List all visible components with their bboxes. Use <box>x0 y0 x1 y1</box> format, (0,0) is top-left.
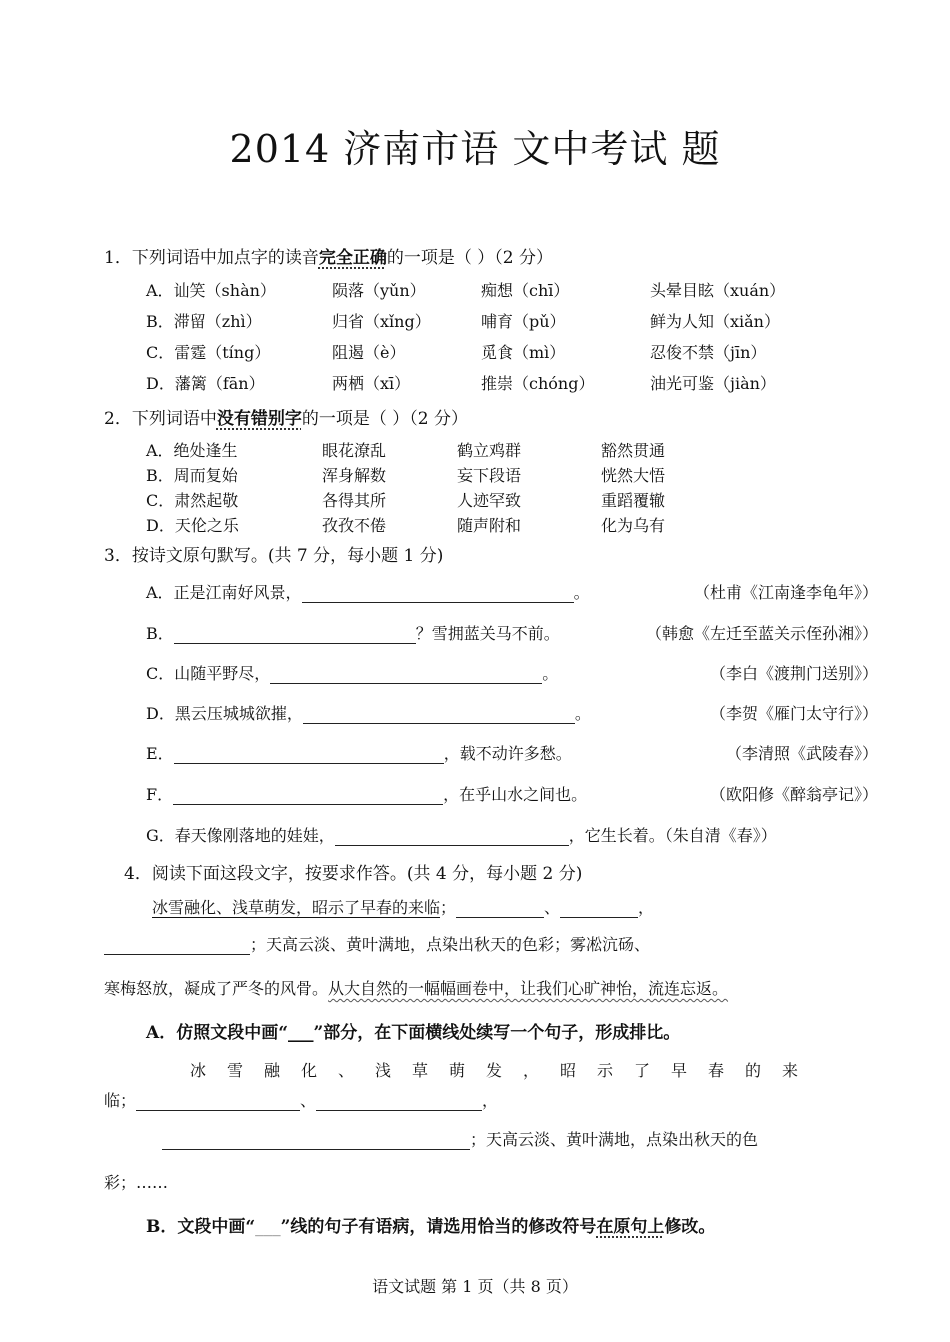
q2-stem <box>104 404 468 429</box>
answer-blank[interactable] <box>316 1092 482 1111</box>
answer-blank[interactable] <box>136 1092 300 1111</box>
answer-blank[interactable] <box>104 936 250 955</box>
q4-answer-sep: 、 <box>300 1091 317 1110</box>
q3-item-b-tail: ？雪拥蓝关马不前。 <box>415 624 560 643</box>
q4-passage-underlined: 冰雪融化、浅草萌发，昭示了早春的来临 <box>152 898 441 917</box>
q3-item-a <box>146 580 590 603</box>
q4-sub-b-text: ”线的句子有语病，请选用恰当的修改符号 <box>280 1217 597 1237</box>
q4-answer-a-line1: 冰雪融化、浅草萌发，昭示了早春的来 <box>190 1061 820 1080</box>
q3-item-d-text: D．黑云压城城欲摧， <box>146 704 303 723</box>
q4-sub-b-text: B．文段中画“ <box>146 1217 256 1237</box>
q1-stem-text: 1．下列词语中加点字的读音 <box>104 248 319 268</box>
q2-option-c-4: 重蹈覆辙 <box>601 491 666 510</box>
q2-stem-tail: 的一项是（ ）（2 分） <box>301 409 468 429</box>
q3-item-e-text: E． <box>146 744 174 763</box>
q2-option-a-2: 眼花潦乱 <box>322 441 387 460</box>
q3-item-f-tail: ，在乎山水之间也。 <box>443 785 588 804</box>
q3-item-e-source: （李清照《武陵春》） <box>725 744 878 763</box>
q1-option-b: B．滞留（zhì） <box>146 312 262 331</box>
q4-sub-b-tail: 修改。 <box>664 1217 716 1237</box>
q3-item-a-text: A．正是江南好风景， <box>146 583 302 602</box>
q4-sub-b-emphasis: 在原句上 <box>596 1217 665 1237</box>
q1-option-d: D．藩篱（fān） <box>146 374 265 393</box>
q3-item-g-text: G．春天像刚落地的娃娃， <box>146 826 335 845</box>
q2-stem-text: 2．下列词语中 <box>104 409 217 429</box>
q2-option-d-3: 随声附和 <box>457 516 522 535</box>
q3-item-d-source: （李贺《雁门太守行》） <box>709 704 878 723</box>
q2-option-b-3: 妄下段语 <box>457 466 522 485</box>
answer-blank[interactable] <box>173 786 443 805</box>
q3-item-g-tail: ，它生长着。（朱自清《春》） <box>568 826 777 845</box>
answer-blank[interactable] <box>162 1131 470 1150</box>
q3-item-b-source: （韩愈《左迁至蓝关示侄孙湘》） <box>645 624 878 643</box>
q2-option-d: D．天伦之乐 <box>146 516 239 535</box>
q3-item-g <box>146 823 777 846</box>
q2-option-c: C．肃然起敬 <box>146 491 239 510</box>
q2-option-a: A．绝处逢生 <box>146 441 238 460</box>
q3-item-c-text: C．山随平野尽， <box>146 664 271 683</box>
q3-item-b <box>146 621 560 644</box>
q4-passage-text: ；天高云淡、黄叶满地，点染出秋天的色彩；雾凇沆砀、 <box>250 935 651 954</box>
q3-item-c-tail: 。 <box>542 664 559 683</box>
q4-passage-line3 <box>104 976 728 999</box>
q4-sub-a: A．仿照文段中画“___”部分，在下面横线处续写一个句子，形成排比。 <box>146 1023 681 1043</box>
q4-passage-sep: ， <box>638 898 655 917</box>
answer-blank[interactable] <box>270 665 542 684</box>
answer-blank[interactable] <box>303 705 575 724</box>
q1-option-d-4: 油光可鉴（jiàn） <box>650 374 776 393</box>
q4-sub-b <box>146 1212 715 1237</box>
answer-blank[interactable] <box>174 625 416 644</box>
q1-option-c: C．雷霆（tíng） <box>146 343 271 362</box>
q1-option-a-4: 头晕目眩（xuán） <box>650 281 786 300</box>
q1-stem-tail: 的一项是（ ）（2 分） <box>386 248 553 268</box>
q1-stem <box>104 243 553 268</box>
q4-answer-a-line3 <box>162 1127 758 1150</box>
answer-blank[interactable] <box>456 899 544 918</box>
q3-item-e-tail: ，载不动许多愁。 <box>443 744 572 763</box>
q2-option-a-4: 豁然贯通 <box>601 441 666 460</box>
q4-passage-sep: 、 <box>544 898 561 917</box>
q1-option-c-4: 忍俊不禁（jīn） <box>650 343 767 362</box>
q4-answer-a-line4: 彩；…… <box>104 1173 169 1192</box>
q4-passage-line2 <box>104 932 650 955</box>
q4-answer-text: ；天高云淡、黄叶满地，点染出秋天的色 <box>470 1130 759 1149</box>
q3-item-b-text: B． <box>146 624 174 643</box>
q2-option-d-4: 化为乌有 <box>601 516 666 535</box>
q2-option-a-3: 鹤立鸡群 <box>457 441 522 460</box>
q2-option-c-3: 人迹罕致 <box>457 491 522 510</box>
q1-option-b-2: 归省（xǐng） <box>332 312 431 331</box>
q1-option-d-3: 推崇（chóng） <box>481 374 595 393</box>
q4-answer-text: 临； <box>104 1091 137 1110</box>
q4-passage-text: 寒梅怒放，凝成了严冬的风骨。 <box>104 979 329 998</box>
q2-option-d-2: 孜孜不倦 <box>322 516 387 535</box>
q4-answer-a-line2 <box>104 1088 498 1111</box>
q4-sub-b-mark: ___ <box>255 1217 281 1237</box>
q1-stem-emphasis: 完全正确 <box>318 248 387 268</box>
page-title: 2014 济南市语 文中考试 题 <box>229 127 721 171</box>
q3-item-c <box>146 661 558 684</box>
q1-option-d-2: 两栖（xī） <box>332 374 411 393</box>
q3-item-a-source: （杜甫《江南逢李龟年》） <box>693 583 878 602</box>
answer-blank[interactable] <box>174 745 444 764</box>
q4-stem: 4．阅读下面这段文字，按要求作答。(共 4 分，每小题 2 分) <box>124 864 583 884</box>
page-footer: 语文试题 第 1 页（共 8 页） <box>372 1277 578 1296</box>
q3-item-f <box>146 782 587 805</box>
q3-item-c-source: （李白《渡荆门送别》） <box>709 664 878 683</box>
answer-blank[interactable] <box>302 584 574 603</box>
q1-option-a: A．讪笑（shàn） <box>146 281 276 300</box>
q4-passage-sep: ； <box>440 898 457 917</box>
q3-item-a-tail: 。 <box>573 583 590 602</box>
q4-passage-line1 <box>152 895 654 918</box>
q3-stem: 3．按诗文原句默写。(共 7 分，每小题 1 分) <box>104 546 444 566</box>
answer-blank[interactable] <box>335 827 569 846</box>
q2-stem-emphasis: 没有错别字 <box>216 409 302 429</box>
q1-option-b-4: 鲜为人知（xiǎn） <box>650 312 780 331</box>
q4-passage-wavy: 从大自然的一幅幅画卷中，让我们心旷神怡，流连忘返。 <box>328 979 729 998</box>
q2-option-c-2: 各得其所 <box>322 491 387 510</box>
q1-option-a-3: 痴想（chī） <box>481 281 570 300</box>
q4-answer-sep: ， <box>482 1091 499 1110</box>
q2-option-b: B．周而复始 <box>146 466 238 485</box>
q3-item-d-tail: 。 <box>574 704 591 723</box>
q2-option-b-4: 恍然大悟 <box>601 466 666 485</box>
q3-item-d <box>146 701 591 724</box>
q3-item-e <box>146 741 572 764</box>
q3-item-f-source: （欧阳修《醉翁亭记》） <box>709 785 878 804</box>
q2-option-b-2: 浑身解数 <box>322 466 387 485</box>
q1-option-c-3: 觅食（mì） <box>481 343 566 362</box>
q1-option-c-2: 阻遏（è） <box>332 343 406 362</box>
q1-option-b-3: 哺育（pǔ） <box>481 312 566 331</box>
answer-blank[interactable] <box>560 899 638 918</box>
q1-option-a-2: 陨落（yǔn） <box>332 281 426 300</box>
q3-item-f-text: F． <box>146 785 174 804</box>
